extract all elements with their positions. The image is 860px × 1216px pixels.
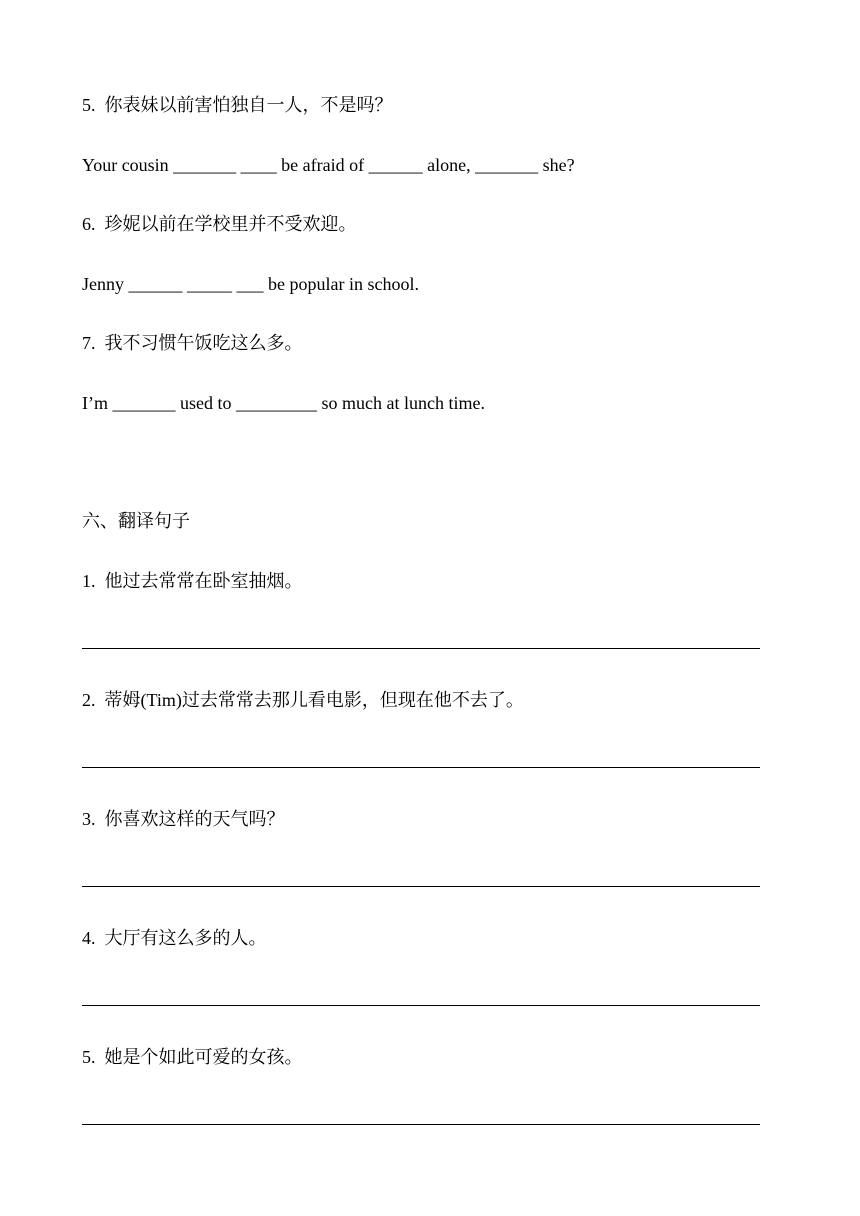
answer-line-2[interactable] [82,767,760,768]
translation-item-4: 4. 大厅有这么多的人。 [82,928,267,948]
question-7-prompt: 7. 我不习惯午饭吃这么多。 [82,333,303,353]
question-5-sentence: Your cousin _______ ____ be afraid of ______ alone, _______ she? [82,155,575,175]
answer-line-5[interactable] [82,1124,760,1125]
translation-item-2: 2. 蒂姆(Tim)过去常常去那儿看电影，但现在他不去了。 [82,690,524,710]
question-6-prompt: 6. 珍妮以前在学校里并不受欢迎。 [82,214,357,234]
translation-item-1: 1. 他过去常常在卧室抽烟。 [82,571,303,591]
translation-item-5: 5. 她是个如此可爱的女孩。 [82,1047,303,1067]
question-6-sentence: Jenny ______ _____ ___ be popular in school. [82,274,419,294]
section-heading: 六、翻译句子 [82,511,190,531]
question-5-prompt: 5. 你表妹以前害怕独自一人，不是吗？ [82,95,393,115]
answer-line-4[interactable] [82,1005,760,1006]
question-7-sentence: I’m _______ used to _________ so much at lunch time. [82,393,485,413]
translation-item-3: 3. 你喜欢这样的天气吗？ [82,809,285,829]
answer-line-1[interactable] [82,648,760,649]
answer-line-3[interactable] [82,886,760,887]
